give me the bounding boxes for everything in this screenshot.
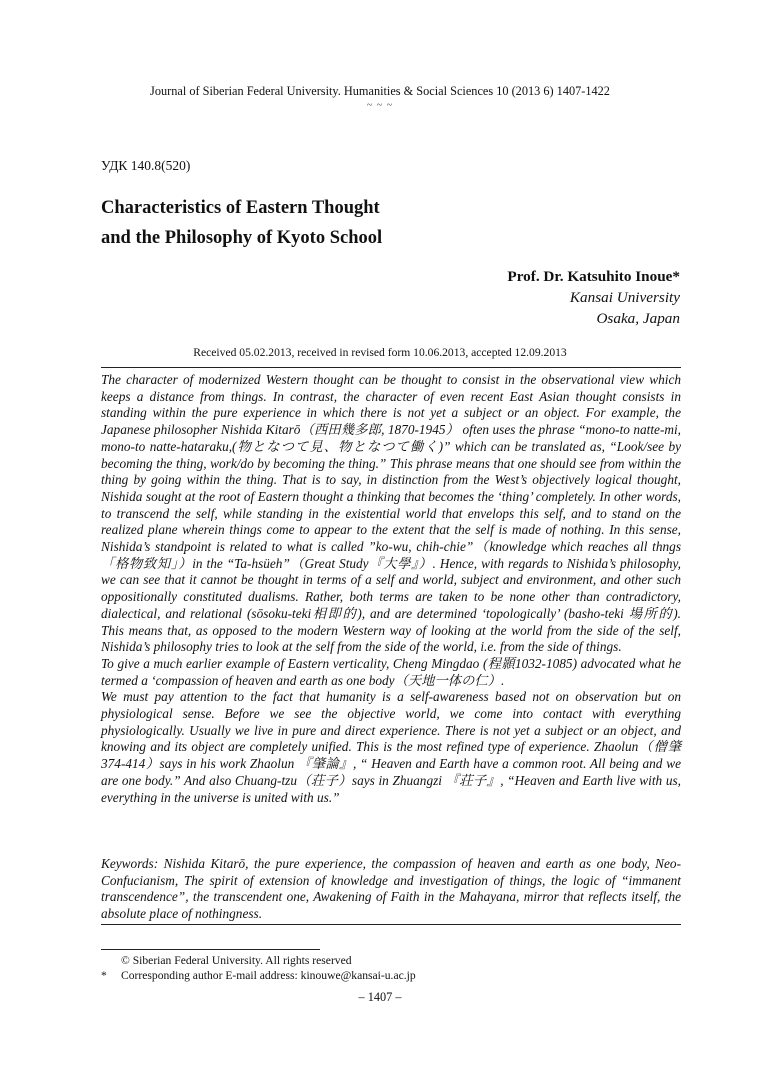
- author-name: Prof. Dr. Katsuhito Inoue*: [507, 268, 680, 285]
- footnote-email[interactable]: Corresponding author E-mail address: kinouwe@kansai-u.ac.jp: [121, 969, 416, 982]
- footnote-mark: *: [101, 969, 107, 982]
- abstract-paragraph: To give a much earlier example of Eastern verticality, Cheng Mingdao (程顥1032-1085) advocated what he termed a ‘compassion of heaven and earth as one body（天地一体の仁）.: [101, 655, 681, 688]
- keywords: Keywords: Nishida Kitarō, the pure experience, the compassion of heaven and earth as one body, Neo-Confucianism, The spirit of extension of knowledge and investigation of things, the logic of “immanent transcendence”, the transcendent one, Awakening of Faith in the Mahayana, mirror that reflects itself, the absolute place of nothingness.: [101, 856, 681, 921]
- header-ornament: ~ ~ ~: [366, 100, 394, 111]
- abstract: [101, 372, 681, 806]
- page-number: – 1407 –: [358, 990, 402, 1004]
- article-title: [101, 193, 382, 253]
- footnote-text: © Siberian Federal University. All rights reserved: [121, 954, 352, 967]
- abstract-bottom-rule: [101, 924, 681, 925]
- footnote-mark: [101, 953, 121, 968]
- footnote-rule: [101, 949, 320, 950]
- udk-code: УДК 140.8(520): [101, 158, 191, 173]
- title-line-2: and the Philosophy of Kyoto School: [101, 228, 383, 248]
- abstract-paragraph: We must pay attention to the fact that humanity is a self-awareness based not on observation but on physiological sense. Before we see the objective world, we come into contact with everything physiologically. Usually we live in pure and direct experience. There is not yet a subject or an object, and knowing and its object are completely unified. This is the most refined type of experience. Zhaolun（僧肇374-414）says in his work Zhaolun 『肇論』, “ Heaven and Earth have a common root. All being and we are one body.” And also Chuang-tzu（荘子）says in Zhuangzi 『荘子』, “Heaven and Earth live with us, everything in the universe is united with us.”: [101, 689, 681, 805]
- footnotes: [101, 953, 681, 983]
- author-location: Osaka, Japan: [596, 310, 680, 327]
- footnote-corresponding: [101, 968, 681, 983]
- author-block: [507, 266, 680, 329]
- abstract-top-rule: [101, 367, 681, 368]
- title-line-1: Characteristics of Eastern Thought: [101, 198, 380, 218]
- abstract-paragraph: The character of modernized Western thought can be thought to consist in the observational view which keeps a distance from things. In contrast, the character of even recent East Asian thought consists in standing within the pure experience in which there is not yet a subject or an object. For example, the Japanese philosopher Nishida Kitarō（西田幾多郎, 1870-1945） often uses the phrase “mono-to natte-mi, mono-to natte-hataraku,(物となつて見、物となつて働く)” which can be translated as, “Look/see by becoming the thing, work/do by becoming the thing.” This phrase means that one should see from within the thing by going within the thing. That is to say, in distinction from the West’s objectively logical thought, Nishida sought at the root of Eastern thought a thinking that becomes the ‘thing’ completely. In other words, to transcend the self, while standing in the existential world that envelops this self, and to stand on the realized plane wherein things come to appear to the extent that the self is made of nothing. In this sense, Nishida’s standpoint is related to what is called ”ko-wu, chih-chie”（knowledge which reaches all thngs 「格物致知」）in the “Ta-hsüeh”（Great Study『大學』）. Hence, with regards to Nishida’s philosophy, we can see that it cannot be thought in terms of a self and world, subject and environment, and other such oppositionally constituted dualisms. Rather, both terms are taken to be none other than contradictory, dialectical, and relational (sōsoku-teki相即的), and are determined ‘topologically’ (basho-teki 場所的). This means that, as opposed to the modern Western way of looking at the world from the side of the self, Nishida’s philosophy tries to look at the self from the side of the world, i.e. from the side of things.: [101, 372, 681, 655]
- received-dates: Received 05.02.2013, received in revised form 10.06.2013, accepted 12.09.2013: [193, 346, 567, 359]
- footnote-copyright: [101, 953, 681, 968]
- author-university: Kansai University: [569, 289, 680, 306]
- journal-header: Journal of Siberian Federal University. Humanities & Social Sciences 10 (2013 6) 1407-1422: [150, 84, 610, 98]
